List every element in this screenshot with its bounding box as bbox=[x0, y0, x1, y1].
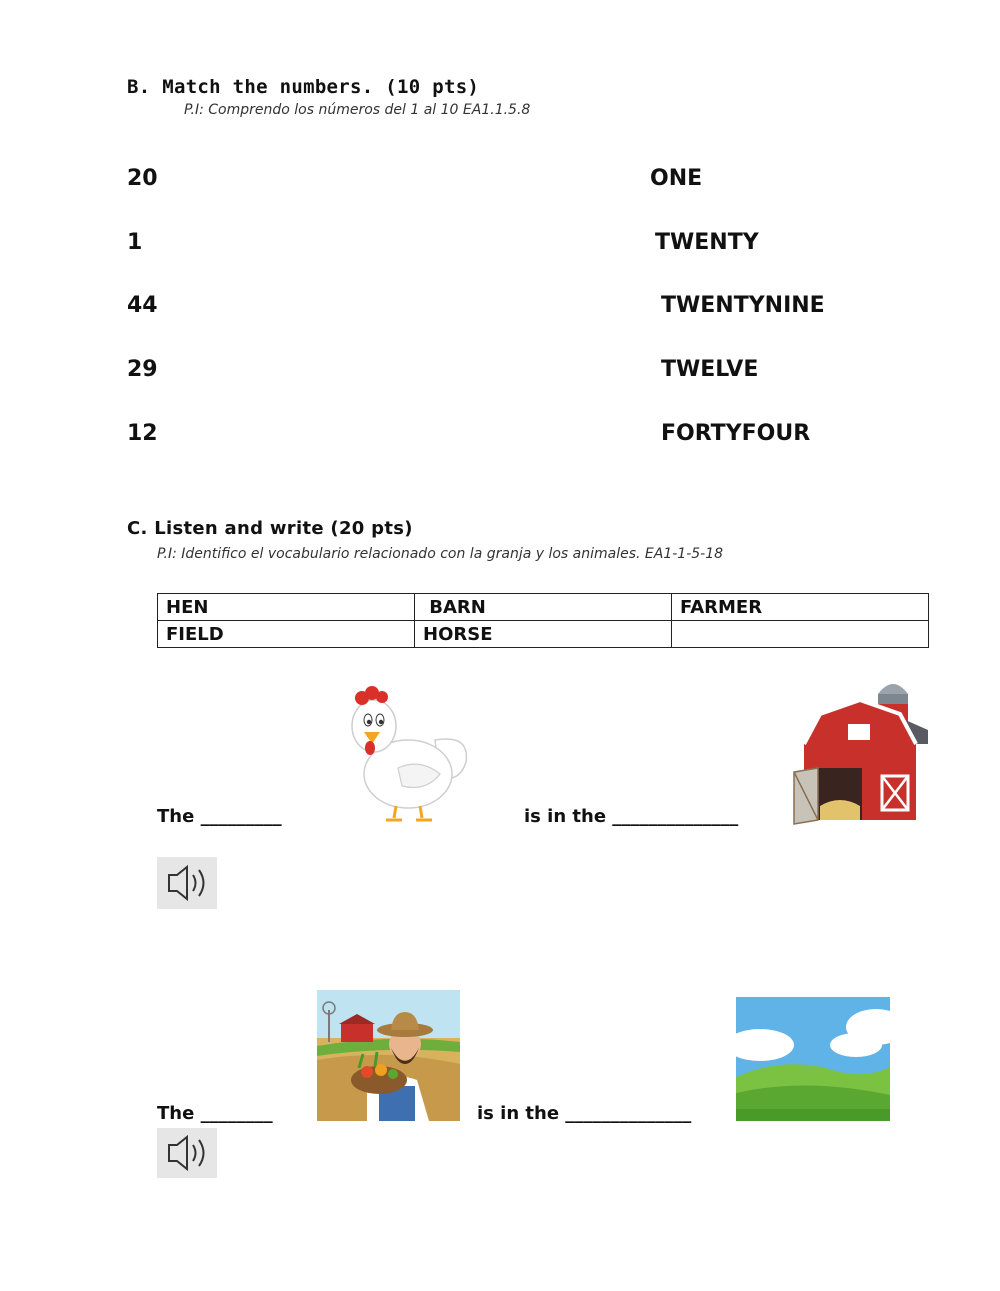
sentence-1-start: The _________ bbox=[157, 806, 282, 827]
vocab-cell: HEN bbox=[158, 594, 415, 621]
sentence-2-end: is in the ______________ bbox=[477, 1103, 692, 1124]
speaker-icon[interactable] bbox=[157, 1128, 217, 1178]
word-item: ONE bbox=[650, 166, 703, 191]
hen-picture bbox=[340, 682, 475, 824]
word-item: TWENTY bbox=[655, 230, 759, 255]
number-item: 20 bbox=[127, 166, 158, 191]
vocabulary-table bbox=[157, 593, 929, 648]
word-item: FORTYFOUR bbox=[661, 421, 811, 446]
table-row bbox=[158, 594, 929, 621]
barn-picture bbox=[790, 672, 930, 832]
vocab-cell bbox=[672, 621, 929, 648]
vocab-cell: FIELD bbox=[158, 621, 415, 648]
section-b-title: B. Match the numbers. (10 pts) bbox=[127, 76, 480, 98]
vocab-cell: BARN bbox=[415, 594, 672, 621]
sentence-1-end: is in the ______________ bbox=[524, 806, 739, 827]
vocab-cell: HORSE bbox=[415, 621, 672, 648]
number-item: 1 bbox=[127, 230, 143, 255]
word-item: TWELVE bbox=[661, 357, 759, 382]
farmer-picture bbox=[317, 990, 460, 1121]
section-b-indicator: P.I: Comprendo los números del 1 al 10 EA1.1.5.8 bbox=[184, 102, 531, 118]
field-picture bbox=[736, 997, 890, 1121]
number-item: 44 bbox=[127, 293, 158, 318]
number-item: 29 bbox=[127, 357, 158, 382]
number-item: 12 bbox=[127, 421, 158, 446]
word-item: TWENTYNINE bbox=[661, 293, 825, 318]
speaker-icon[interactable] bbox=[157, 857, 217, 909]
section-c-title: C. Listen and write (20 pts) bbox=[127, 518, 413, 539]
table-row bbox=[158, 621, 929, 648]
vocab-cell: FARMER bbox=[672, 594, 929, 621]
section-c-indicator: P.I: Identifico el vocabulario relacionado con la granja y los animales. EA1-1-5-18 bbox=[157, 546, 724, 562]
sentence-2-start: The ________ bbox=[157, 1103, 273, 1124]
